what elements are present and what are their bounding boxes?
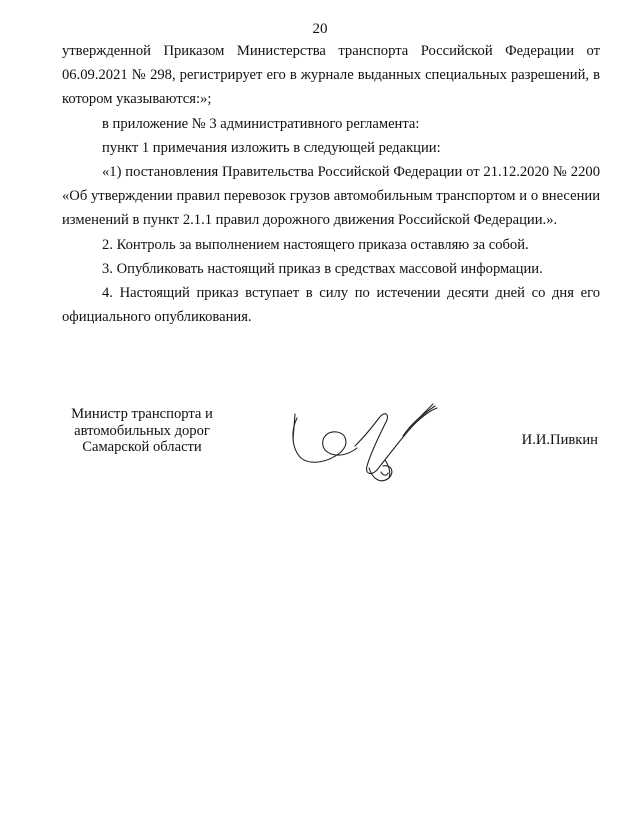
- signer-name: И.И.Пивкин: [521, 432, 598, 448]
- document-body: [62, 39, 600, 329]
- paragraph-control: 2. Контроль за выполнением настоящего приказа оставляю за собой.: [102, 236, 529, 253]
- paragraph-effective-date: 4. Настоящий приказ вступает в силу по истечении десяти дней со дня его официального опубликования.: [62, 285, 600, 326]
- page-number: 20: [312, 21, 328, 37]
- signature-block: [0, 406, 640, 506]
- signer-title-line: Самарской области: [82, 439, 202, 455]
- signer-title: [62, 406, 222, 456]
- paragraph-government-decree: «1) постановления Правительства Российской Федерации от 21.12.2020 № 2200 «Об утверждении правил перевозок грузов автомобильным транспортом и о внесении изменений в пункт 2.1.1 правил дорожного движения Российской Федерации.».: [62, 164, 600, 229]
- signer-title-line: автомобильных дорог: [74, 422, 210, 439]
- signer-title-line: Министр транспорта и: [71, 406, 213, 422]
- paragraph-note-1: пункт 1 примечания изложить в следующей редакции:: [102, 139, 441, 156]
- handwritten-signature: [285, 400, 465, 492]
- paragraph-appendix-3: в приложение № 3 административного регламента:: [102, 115, 420, 132]
- paragraph-publish: 3. Опубликовать настоящий приказ в средствах массовой информации.: [102, 260, 543, 277]
- paragraph-continuation: утвержденной Приказом Министерства транспорта Российской Федерации от 06.09.2021 № 298, регистрирует его в журнале выданных специальных разрешений, в котором указываются:»;: [62, 43, 600, 108]
